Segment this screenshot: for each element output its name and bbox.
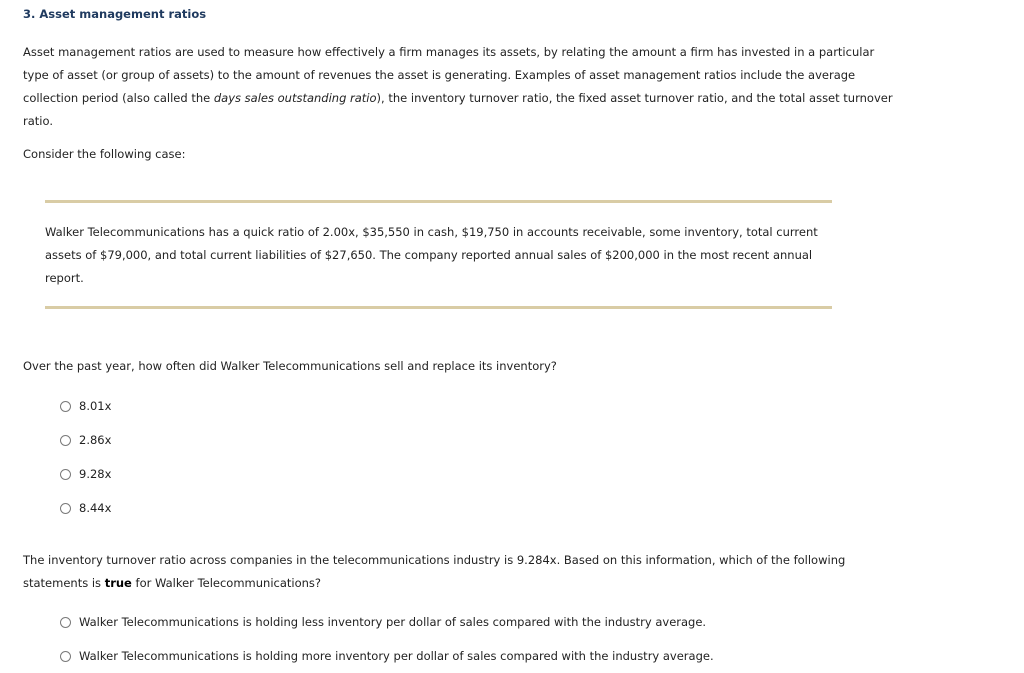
question-1-option-1[interactable] (60, 398, 111, 414)
option-label: Walker Telecommunications is holding less inventory per dollar of sales compared with the industry average. (79, 615, 707, 629)
radio-button[interactable] (60, 435, 71, 446)
radio-button[interactable] (60, 503, 71, 514)
question-1-option-2[interactable] (60, 432, 111, 448)
question-2-part2: for Walker Telecommunications? (131, 576, 322, 590)
intro-text-part2: ), the inventory turnover ratio, the fixed asset turnover ratio, and the total asset turnover ratio. (23, 91, 893, 128)
intro-paragraph (23, 41, 903, 133)
option-label: 8.44x (79, 501, 112, 515)
option-label: 9.28x (79, 467, 112, 481)
question-2-text (23, 549, 903, 595)
case-top-divider (45, 200, 832, 203)
intro-emphasis: days sales outstanding ratio (213, 91, 377, 105)
consider-text: Consider the following case: (23, 147, 186, 161)
question-2-option-2[interactable] (60, 648, 714, 664)
question-1-option-3[interactable] (60, 466, 111, 482)
question-1-option-4[interactable] (60, 500, 111, 516)
radio-button[interactable] (60, 651, 71, 662)
question-2-option-1[interactable] (60, 614, 706, 630)
section-title: 3. Asset management ratios (23, 7, 207, 21)
question-1-text: Over the past year, how often did Walker Telecommunications sell and replace its inventory? (23, 359, 557, 373)
option-label: 8.01x (79, 399, 112, 413)
case-description: Walker Telecommunications has a quick ratio of 2.00x, $35,550 in cash, $19,750 in accounts receivable, some inventory, total current assets of $79,000, and total current liabilities of $27,650. The company reported annual sales of $200,000 in the most recent annual report. (45, 225, 818, 285)
radio-button[interactable] (60, 469, 71, 480)
question-2-bold: true (104, 576, 132, 590)
option-label: Walker Telecommunications is holding more inventory per dollar of sales compared with the industry average. (79, 649, 714, 663)
option-label: 2.86x (79, 433, 112, 447)
radio-button[interactable] (60, 617, 71, 628)
intro-text-part1: Asset management ratios are used to measure how effectively a firm manages its assets, by relating the amount a firm has invested in a particular type of asset (or group of assets) to the amount of revenues the asset is generating. Examples of asset management ratios include the average collection period (also called the (23, 45, 875, 105)
question-2-part1: The inventory turnover ratio across companies in the telecommunications industry is 9.284x. Based on this information, which of the following statements is (23, 553, 846, 590)
case-bottom-divider (45, 306, 832, 309)
radio-button[interactable] (60, 401, 71, 412)
